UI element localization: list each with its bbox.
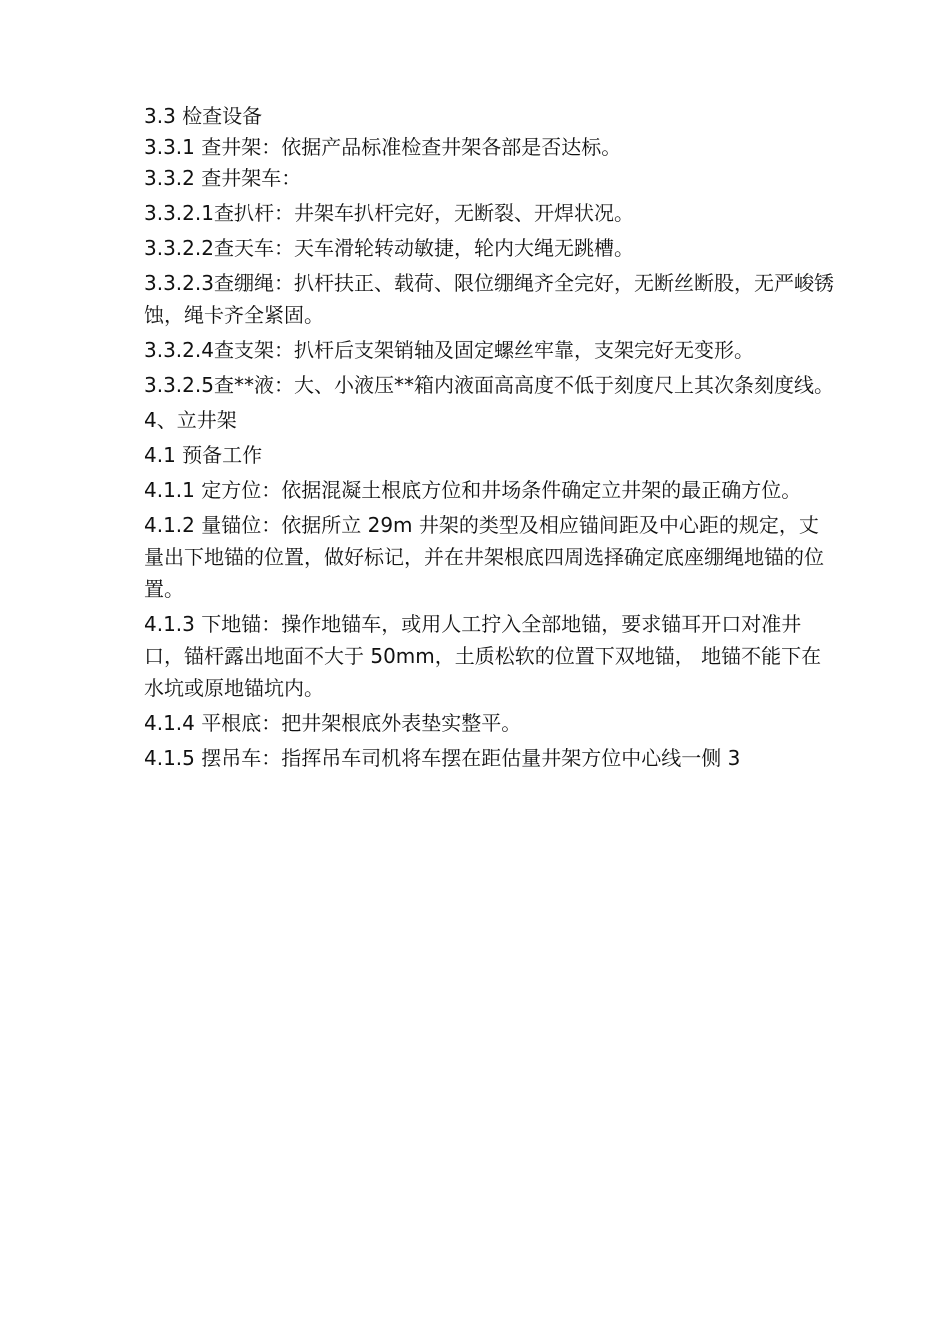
paragraph-3-3-1: 3.3.1 查井架：依据产品标准检查井架各部是否达标。 [144,135,622,159]
document-body [144,100,834,774]
paragraph-4-1-1: 4.1.1 定方位：依据混凝土根底方位和井场条件确定立井架的最正确方位。 [144,478,802,502]
section-heading-4-1: 4.1 预备工作 [144,443,263,467]
paragraph-3-3-2-1: 3.3.2.1查扒杆：井架车扒杆完好，无断裂、开焊状况。 [144,201,634,225]
section-heading-4: 4、立井架 [144,408,237,432]
paragraph-3-3-2: 3.3.2 查井架车： [144,166,302,190]
paragraph-4-1-4: 4.1.4 平根底：把井架根底外表垫实整平。 [144,711,522,735]
paragraph-4-1-2: 4.1.2 量锚位：依据所立 29m 井架的类型及相应锚间距及中心距的规定，丈量出下地锚的位置，做好标记，并在井架根底四周选择确定底座绷绳地锚的位置。 [144,513,824,601]
paragraph-3-3-2-4: 3.3.2.4查支架：扒杆后支架销轴及固定螺丝牢靠，支架完好无变形。 [144,338,754,362]
section-heading-3-3: 3.3 检查设备 [144,104,263,128]
paragraph-3-3-2-5: 3.3.2.5查**液：大、小液压**箱内液面高高度不低于刻度尺上其次条刻度线。 [144,373,834,397]
paragraph-4-1-3: 4.1.3 下地锚：操作地锚车，或用人工拧入全部地锚，要求锚耳开口对准井口，锚杆露出地面不大于 50mm，土质松软的位置下双地锚， 地锚不能下在水坑或原地锚坑内。 [144,612,822,700]
paragraph-3-3-2-3: 3.3.2.3查绷绳：扒杆扶正、载荷、限位绷绳齐全完好，无断丝断股，无严峻锈蚀，绳卡齐全紧固。 [144,271,834,327]
paragraph-4-1-5: 4.1.5 摆吊车：指挥吊车司机将车摆在距估量井架方位中心线一侧 3 [144,746,741,770]
paragraph-3-3-2-2: 3.3.2.2查天车：天车滑轮转动敏捷，轮内大绳无跳槽。 [144,236,634,260]
